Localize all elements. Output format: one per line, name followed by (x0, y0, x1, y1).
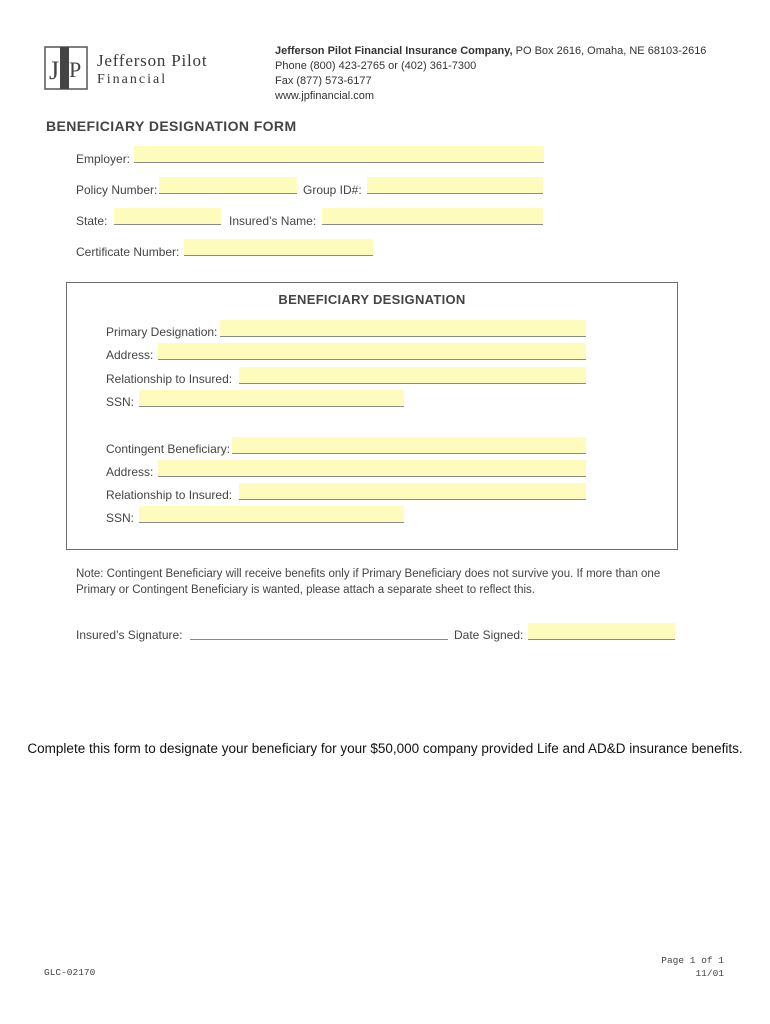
contingent-ssn-label: SSN: (106, 511, 135, 525)
page-info (620, 954, 724, 980)
logo-line-1: Jefferson Pilot (97, 51, 208, 70)
contingent-address-field[interactable] (158, 460, 586, 477)
insured-signature-label: Insured’s Signature: (76, 628, 183, 642)
company-logo-icon (44, 46, 88, 90)
date-signed-label: Date Signed: (454, 628, 524, 642)
form-revision: 11/01 (695, 968, 724, 979)
page-number: Page 1 of 1 (661, 955, 724, 966)
insured-name-label: Insured’s Name: (229, 214, 317, 228)
svg-text:J: J (49, 56, 60, 85)
company-website: www.jpfinancial.com (275, 90, 375, 102)
policy-number-field[interactable] (159, 177, 297, 194)
insured-signature-line[interactable] (190, 623, 448, 640)
company-phone: Phone (800) 423-2765 or (402) 361-7300 (275, 60, 477, 72)
primary-relationship-field[interactable] (239, 367, 586, 384)
logo-line-2: Financial (97, 72, 168, 87)
state-field[interactable] (114, 208, 221, 225)
logo-wordmark (97, 51, 207, 89)
form-title: BENEFICIARY DESIGNATION FORM (46, 118, 297, 134)
primary-relationship-label: Relationship to Insured: (106, 372, 233, 386)
contingent-ssn-field[interactable] (139, 506, 404, 523)
date-signed-field[interactable] (528, 623, 675, 640)
coverage-notice: Complete this form to designate your beneficiary for your $50,000 company provided Life and AD&D insurance benefits. (27, 741, 743, 756)
company-address: PO Box 2616, Omaha, NE 68103-2616 (515, 45, 707, 57)
policy-number-label: Policy Number: (76, 183, 158, 197)
contingent-beneficiary-label: Contingent Beneficiary: (106, 442, 231, 456)
primary-designation-label: Primary Designation: (106, 325, 218, 339)
company-fax: Fax (877) 573-6177 (275, 75, 372, 87)
employer-field[interactable] (134, 146, 544, 163)
primary-ssn-label: SSN: (106, 395, 135, 409)
primary-address-field[interactable] (158, 343, 586, 360)
beneficiary-designation-title: BENEFICIARY DESIGNATION (278, 292, 466, 307)
insured-name-field[interactable] (322, 208, 543, 225)
contingent-note: Note: Contingent Beneficiary will receive benefits only if Primary Beneficiary does not survive you. If more than one Primary or Contingent Beneficiary is wanted, please attach a separate sheet to reflect this. (76, 568, 661, 596)
company-name: Jefferson Pilot Financial Insurance Company, (275, 45, 513, 57)
contingent-beneficiary-field[interactable] (232, 437, 586, 454)
primary-designation-field[interactable] (220, 320, 586, 337)
svg-text:P: P (69, 57, 82, 82)
state-label: State: (76, 214, 108, 228)
contingent-relationship-field[interactable] (239, 483, 586, 500)
group-id-field[interactable] (367, 177, 543, 194)
primary-address-label: Address: (106, 348, 154, 362)
company-contact-block (275, 44, 706, 104)
primary-ssn-field[interactable] (139, 390, 404, 407)
contingent-relationship-label: Relationship to Insured: (106, 488, 233, 502)
certificate-number-label: Certificate Number: (76, 245, 180, 259)
certificate-number-field[interactable] (184, 239, 373, 256)
form-code: GLC-02170 (44, 967, 96, 978)
employer-label: Employer: (76, 152, 131, 166)
group-id-label: Group ID#: (303, 183, 362, 197)
contingent-address-label: Address: (106, 465, 154, 479)
